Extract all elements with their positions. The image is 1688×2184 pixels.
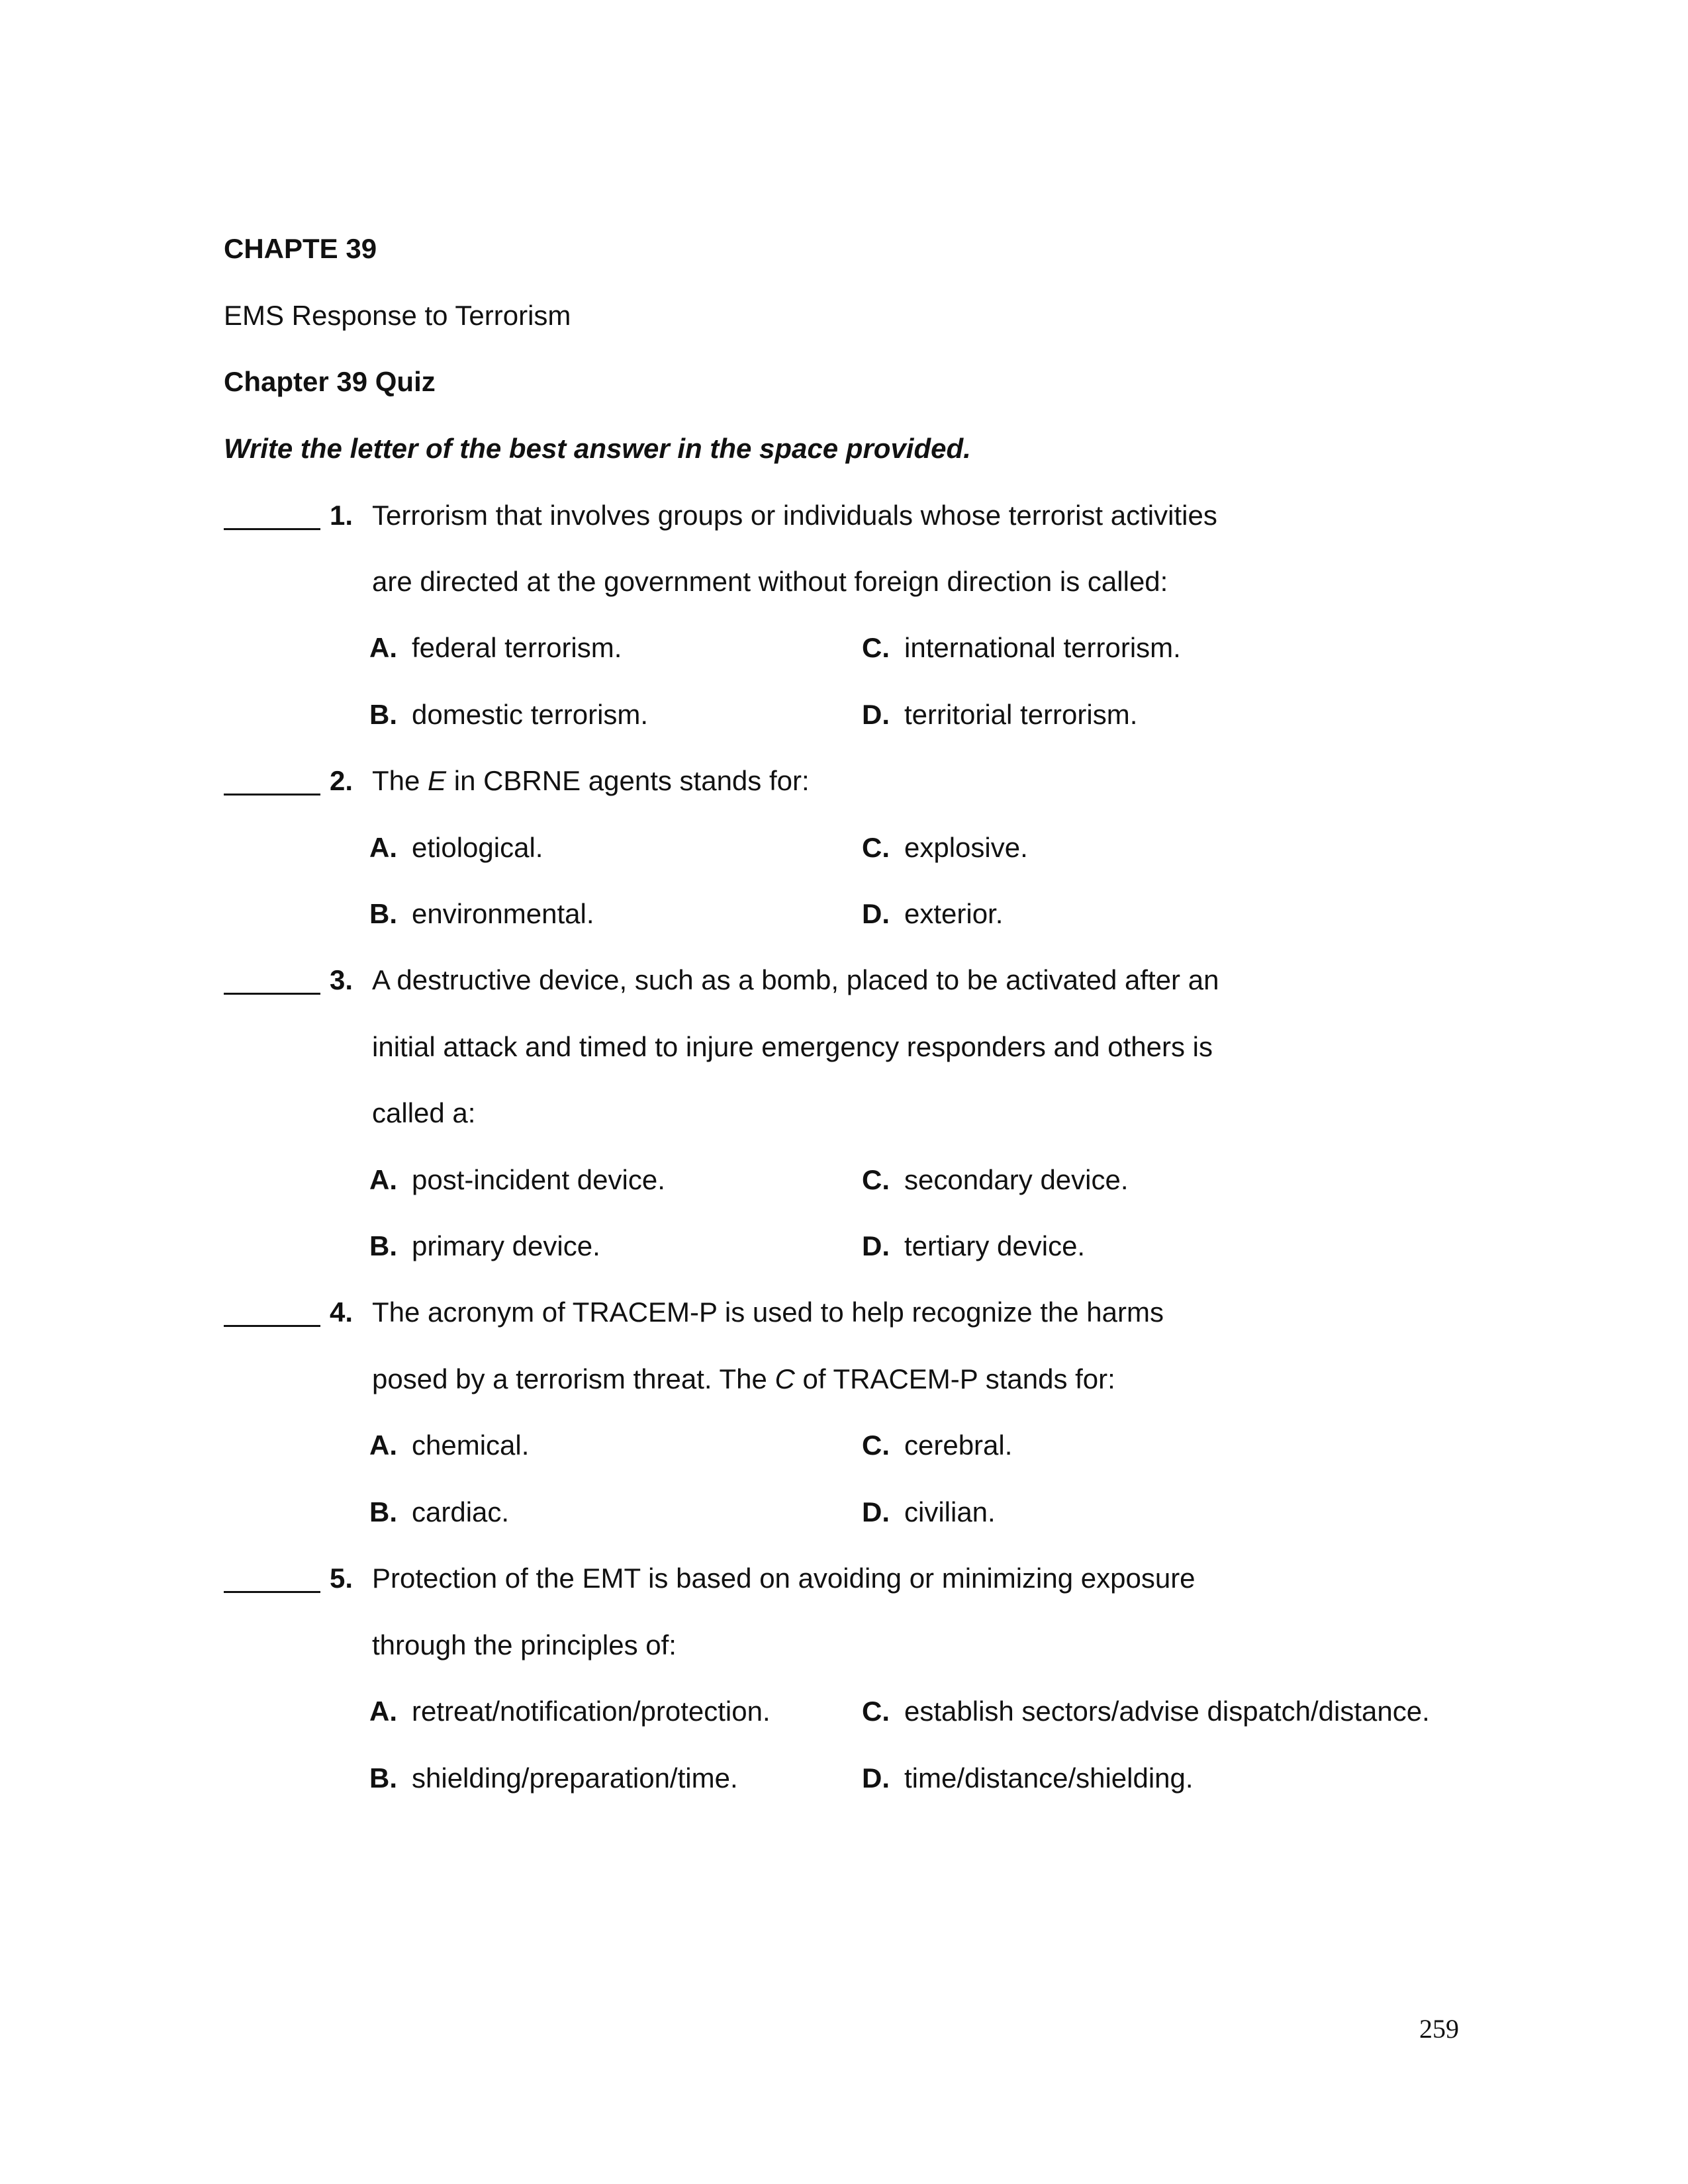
option-a — [369, 1432, 529, 1459]
option-d — [862, 1232, 1085, 1260]
option-text: secondary device. — [904, 1164, 1129, 1195]
question-text: initial attack and timed to injure emergency responders and others is — [372, 1031, 1213, 1062]
option-text: exterior. — [904, 898, 1004, 929]
option-text: shielding/preparation/time. — [412, 1762, 738, 1794]
question-text-emphasis: C — [774, 1363, 795, 1394]
option-letter: D. — [862, 1762, 890, 1794]
option-letter: C. — [862, 1164, 890, 1195]
question-text-part: The — [372, 765, 428, 796]
option-text: retreat/notification/protection. — [412, 1696, 771, 1727]
chapter-title: EMS Response to Terrorism — [224, 300, 571, 331]
option-b — [369, 1232, 600, 1260]
option-letter: A. — [369, 832, 397, 863]
option-letter: C. — [862, 1430, 890, 1461]
option-text: time/distance/shielding. — [904, 1762, 1194, 1794]
option-d — [862, 1764, 1194, 1792]
option-letter: A. — [369, 632, 397, 663]
option-b — [369, 1764, 738, 1792]
option-text: primary device. — [412, 1230, 600, 1261]
answer-blank[interactable] — [224, 1325, 320, 1327]
option-letter: D. — [862, 898, 890, 929]
option-text: tertiary device. — [904, 1230, 1086, 1261]
option-letter: B. — [369, 699, 397, 730]
option-text: explosive. — [904, 832, 1028, 863]
option-text: chemical. — [412, 1430, 530, 1461]
page-number: 259 — [1419, 2014, 1459, 2044]
option-letter: B. — [369, 898, 397, 929]
option-text: cardiac. — [412, 1496, 510, 1527]
answer-blank[interactable] — [224, 794, 320, 796]
option-text: environmental. — [412, 898, 594, 929]
option-letter: D. — [862, 699, 890, 730]
question-text — [372, 1365, 1115, 1393]
option-letter: A. — [369, 1696, 397, 1727]
option-text: civilian. — [904, 1496, 996, 1527]
option-text: international terrorism. — [904, 632, 1181, 663]
question-text: Protection of the EMT is based on avoiding or minimizing exposure — [372, 1563, 1196, 1594]
option-c — [862, 1166, 1129, 1194]
option-c — [862, 834, 1028, 862]
option-d — [862, 1498, 996, 1526]
option-letter: D. — [862, 1230, 890, 1261]
option-text: domestic terrorism. — [412, 699, 649, 730]
option-b — [369, 701, 648, 729]
option-a — [369, 634, 622, 662]
chapter-label: CHAPTE 39 — [224, 233, 377, 264]
option-letter: C. — [862, 832, 890, 863]
option-a — [369, 1698, 771, 1725]
option-letter: B. — [369, 1230, 397, 1261]
option-text: territorial terrorism. — [904, 699, 1138, 730]
option-b — [369, 1498, 509, 1526]
question-number: 1. — [330, 500, 353, 531]
question-text: The acronym of TRACEM-P is used to help recognize the harms — [372, 1297, 1164, 1328]
question-number: 5. — [330, 1563, 353, 1594]
instructions: Write the letter of the best answer in the space provided. — [224, 433, 971, 464]
option-letter: A. — [369, 1164, 397, 1195]
option-c — [862, 1698, 1430, 1725]
option-letter: C. — [862, 632, 890, 663]
question-text: called a: — [372, 1097, 476, 1128]
question-number: 4. — [330, 1297, 353, 1328]
option-d — [862, 900, 1003, 928]
option-text: establish sectors/advise dispatch/distance. — [904, 1696, 1430, 1727]
answer-blank[interactable] — [224, 993, 320, 995]
option-c — [862, 1432, 1012, 1459]
option-b — [369, 900, 594, 928]
option-text: post-incident device. — [412, 1164, 665, 1195]
quiz-title: Chapter 39 Quiz — [224, 366, 436, 397]
option-d — [862, 701, 1137, 729]
question-text-part: posed by a terrorism threat. The — [372, 1363, 775, 1394]
option-letter: B. — [369, 1496, 397, 1527]
option-letter: A. — [369, 1430, 397, 1461]
option-letter: C. — [862, 1696, 890, 1727]
answer-blank[interactable] — [224, 528, 320, 530]
question-text — [372, 767, 810, 795]
question-number: 3. — [330, 964, 353, 995]
question-text: A destructive device, such as a bomb, placed to be activated after an — [372, 964, 1219, 995]
option-a — [369, 834, 543, 862]
option-letter: B. — [369, 1762, 397, 1794]
question-text-part: of TRACEM-P stands for: — [794, 1363, 1115, 1394]
option-c — [862, 634, 1181, 662]
option-text: federal terrorism. — [412, 632, 622, 663]
question-text: are directed at the government without foreign direction is called: — [372, 566, 1168, 597]
question-number: 2. — [330, 765, 353, 796]
question-text-part: in CBRNE agents stands for: — [446, 765, 810, 796]
question-text: Terrorism that involves groups or individuals whose terrorist activities — [372, 500, 1217, 531]
option-text: etiological. — [412, 832, 543, 863]
option-letter: D. — [862, 1496, 890, 1527]
option-a — [369, 1166, 665, 1194]
option-text: cerebral. — [904, 1430, 1013, 1461]
answer-blank[interactable] — [224, 1591, 320, 1593]
question-text: through the principles of: — [372, 1629, 677, 1661]
question-text-emphasis: E — [428, 765, 447, 796]
